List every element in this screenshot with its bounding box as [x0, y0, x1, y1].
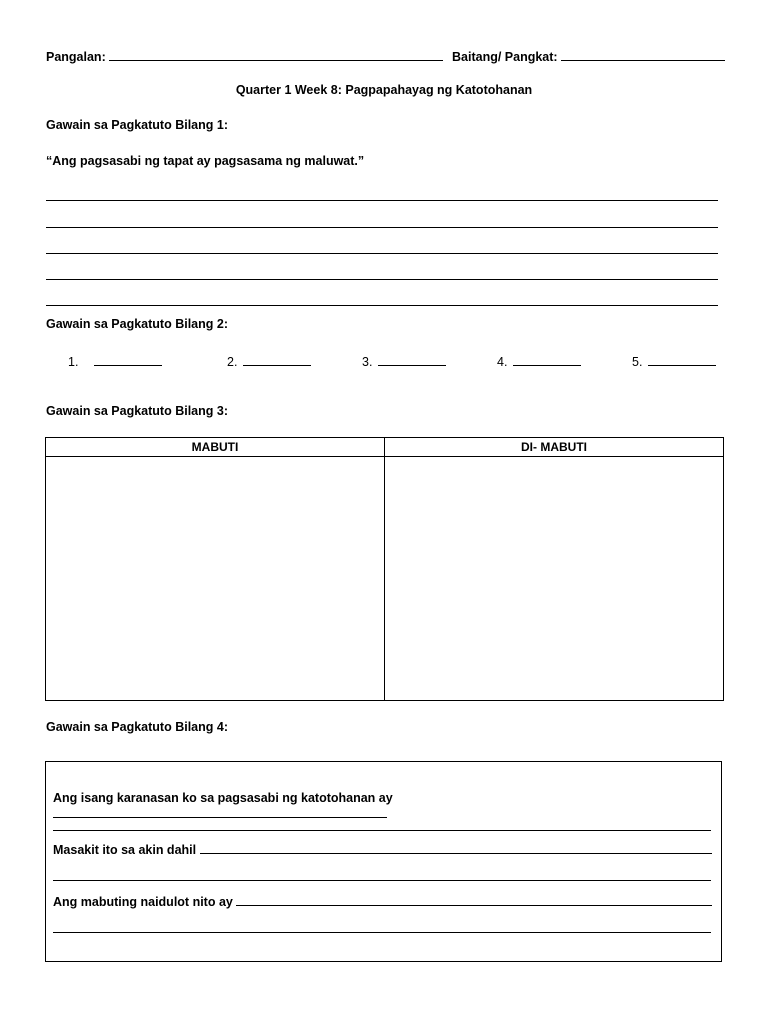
prompt-2-continuation-line[interactable]: [53, 880, 711, 881]
answer-line-3[interactable]: [46, 253, 718, 254]
grade-label: Baitang/ Pangkat:: [452, 50, 558, 64]
mabuti-table: [45, 437, 724, 701]
di-mabuti-cell[interactable]: [385, 457, 724, 701]
column-header-di-mabuti: DI- MABUTI: [385, 438, 724, 457]
numbered-item-1: 1.: [68, 353, 162, 369]
item-4-blank[interactable]: [513, 353, 581, 366]
prompt-2: Masakit ito sa akin dahil: [53, 841, 712, 857]
activity2-heading: Gawain sa Pagkatuto Bilang 2:: [46, 317, 228, 331]
activity4-heading: Gawain sa Pagkatuto Bilang 4:: [46, 720, 228, 734]
activity4-box: [45, 761, 722, 962]
item-1-blank[interactable]: [94, 353, 162, 366]
prompt-1: Ang isang karanasan ko sa pagsasabi ng katotohanan ay: [53, 791, 721, 821]
numbered-item-4: 4.: [497, 353, 581, 369]
prompt-3-blank[interactable]: [236, 893, 712, 906]
prompt-1-blank[interactable]: [53, 805, 387, 818]
prompt-3-continuation-line[interactable]: [53, 932, 711, 933]
prompt-2-blank[interactable]: [200, 841, 712, 854]
name-blank[interactable]: [109, 48, 443, 61]
answer-line-1[interactable]: [46, 200, 718, 201]
answer-line-5[interactable]: [46, 305, 718, 306]
answer-line-4[interactable]: [46, 279, 718, 280]
numbered-item-2: 2.: [227, 353, 311, 369]
activity1-quote: “Ang pagsasabi ng tapat ay pagsasama ng maluwat.”: [46, 154, 365, 168]
answer-line-2[interactable]: [46, 227, 718, 228]
prompt-3: Ang mabuting naidulot nito ay: [53, 893, 712, 909]
activity3-heading: Gawain sa Pagkatuto Bilang 3:: [46, 404, 228, 418]
item-5-blank[interactable]: [648, 353, 716, 366]
item-3-blank[interactable]: [378, 353, 446, 366]
column-header-mabuti: MABUTI: [46, 438, 385, 457]
page-title: Quarter 1 Week 8: Pagpapahayag ng Katotohanan: [235, 83, 533, 97]
grade-blank[interactable]: [561, 48, 725, 61]
prompt-1-continuation-line[interactable]: [53, 830, 711, 831]
numbered-item-3: 3.: [362, 353, 446, 369]
grade-field: [452, 48, 725, 64]
name-label: Pangalan:: [46, 50, 106, 64]
activity1-heading: Gawain sa Pagkatuto Bilang 1:: [46, 118, 228, 132]
mabuti-cell[interactable]: [46, 457, 385, 701]
item-2-blank[interactable]: [243, 353, 311, 366]
name-field: [46, 48, 443, 64]
numbered-item-5: 5.: [632, 353, 716, 369]
